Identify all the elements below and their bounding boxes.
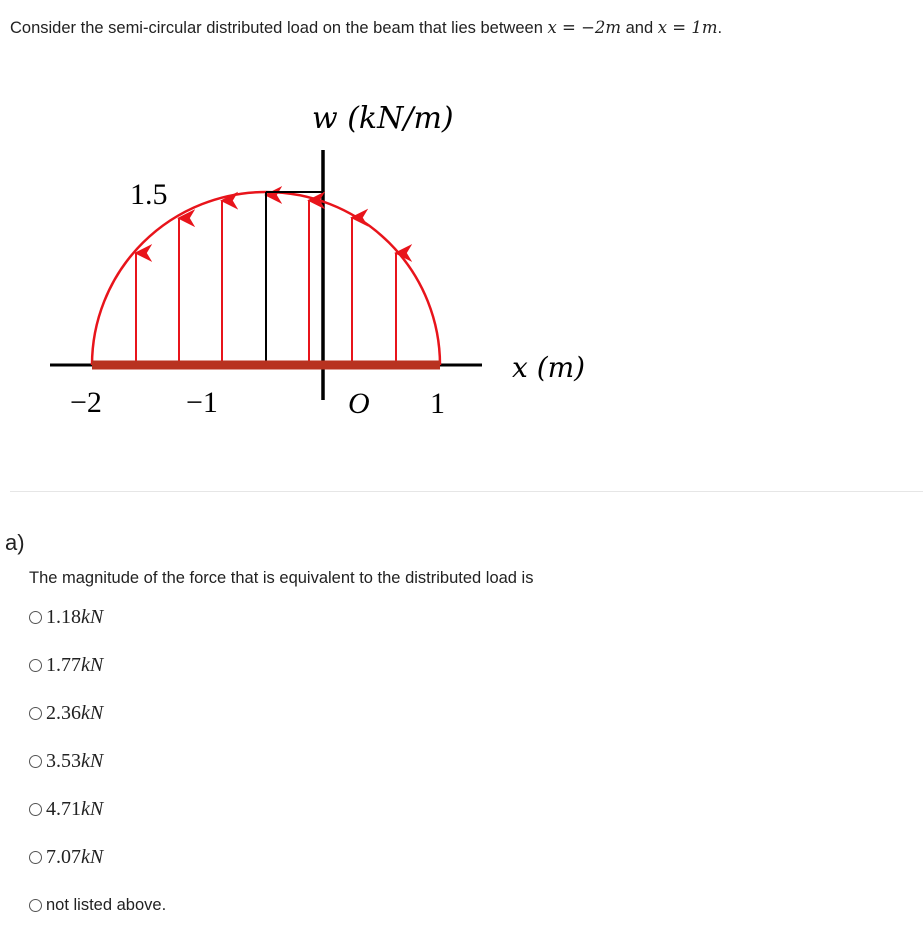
tick-1: 1 bbox=[430, 387, 445, 420]
tick-neg1: −1 bbox=[186, 386, 218, 419]
answer-option[interactable] bbox=[29, 798, 103, 821]
option-value: 4.71 bbox=[46, 798, 81, 820]
radio-button[interactable] bbox=[29, 659, 42, 672]
x-end: x = 1m bbox=[657, 18, 718, 37]
answer-option-other[interactable] bbox=[29, 896, 166, 915]
radio-button[interactable] bbox=[29, 803, 42, 816]
option-label bbox=[46, 846, 103, 869]
option-label bbox=[46, 798, 103, 821]
intro-and: and bbox=[621, 19, 658, 37]
x-axis-label: x (m) bbox=[512, 351, 586, 384]
option-value: 1.18 bbox=[46, 606, 81, 628]
option-label bbox=[46, 654, 103, 677]
option-unit: kN bbox=[81, 798, 104, 820]
intro-suffix: . bbox=[717, 19, 723, 37]
option-unit: kN bbox=[81, 702, 104, 724]
option-label bbox=[46, 702, 103, 725]
option-label: not listed above. bbox=[46, 896, 167, 914]
option-value: 2.36 bbox=[46, 702, 81, 724]
divider bbox=[10, 491, 923, 492]
option-value: 3.53 bbox=[46, 750, 81, 772]
option-unit: kN bbox=[81, 750, 104, 772]
x-start: x = −2m bbox=[547, 18, 622, 37]
answer-option[interactable] bbox=[29, 750, 103, 773]
option-unit: kN bbox=[81, 846, 104, 868]
option-unit: kN bbox=[81, 606, 104, 628]
intro-text: Consider the semi-circular distributed load on the beam that lies between bbox=[10, 19, 548, 37]
radio-button[interactable] bbox=[29, 707, 42, 720]
radio-button[interactable] bbox=[29, 899, 42, 912]
answer-option[interactable] bbox=[29, 654, 103, 677]
tick-neg2: −2 bbox=[70, 386, 102, 419]
option-value: 1.77 bbox=[46, 654, 81, 676]
option-label bbox=[46, 606, 103, 629]
part-label: a) bbox=[5, 530, 25, 555]
radio-button[interactable] bbox=[29, 851, 42, 864]
answer-option[interactable] bbox=[29, 846, 103, 869]
peak-label: 1.5 bbox=[130, 178, 168, 211]
radio-button[interactable] bbox=[29, 611, 42, 624]
option-label bbox=[46, 750, 103, 773]
answer-option[interactable] bbox=[29, 606, 103, 629]
answer-option[interactable] bbox=[29, 702, 103, 725]
w-axis-label: w (kN/m) bbox=[312, 101, 454, 136]
part-prompt: The magnitude of the force that is equivalent to the distributed load is bbox=[29, 569, 534, 587]
tick-origin: O bbox=[348, 387, 370, 420]
option-value: 7.07 bbox=[46, 846, 81, 868]
radio-button[interactable] bbox=[29, 755, 42, 768]
option-unit: kN bbox=[81, 654, 104, 676]
